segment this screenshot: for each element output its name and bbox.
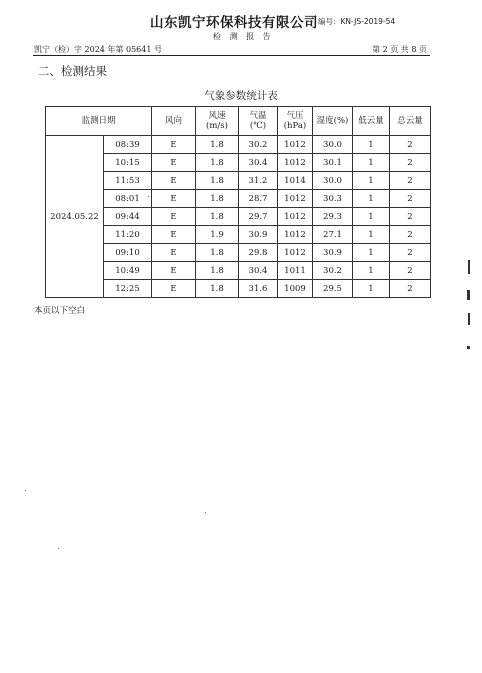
cell-humidity: 30.0 [313, 172, 353, 190]
header-wind-speed-label: 风速 (m/s) [206, 111, 228, 131]
cell-date: 2024.05.22 [46, 136, 104, 298]
cell-wind-speed: 1.9 [196, 226, 239, 244]
cell-temp: 30.9 [239, 226, 278, 244]
table-body [46, 136, 431, 298]
header-divider [33, 55, 430, 56]
cell-temp: 31.6 [239, 280, 278, 298]
margin-mark [467, 346, 470, 349]
table-row [46, 190, 431, 208]
cell-time: 10:15 [104, 154, 152, 172]
table-row [46, 226, 431, 244]
cell-temp: 29.7 [239, 208, 278, 226]
cell-temp: 30.4 [239, 154, 278, 172]
cell-total-cloud: 2 [390, 208, 431, 226]
cell-time: 08:01 [104, 190, 152, 208]
cell-pressure: 1012 [278, 136, 313, 154]
cell-temp: 30.2 [239, 136, 278, 154]
cell-wind-speed: 1.8 [196, 154, 239, 172]
document-code: 编号：KN-JS-2019-54 [318, 17, 396, 26]
report-number: 凯宁（检）字 2024 年第 05641 号 [34, 45, 162, 54]
cell-time: 09:10 [104, 244, 152, 262]
cell-humidity: 30.1 [313, 154, 353, 172]
cell-wind-dir: E [152, 136, 196, 154]
cell-wind-speed: 1.8 [196, 190, 239, 208]
header-humidity: 湿度(%) [313, 107, 353, 136]
scan-speck [148, 196, 149, 197]
cell-low-cloud: 1 [353, 208, 390, 226]
cell-total-cloud: 2 [390, 226, 431, 244]
cell-humidity: 30.2 [313, 262, 353, 280]
table-header-row [46, 107, 431, 136]
cell-low-cloud: 1 [353, 262, 390, 280]
cell-total-cloud: 2 [390, 262, 431, 280]
cell-wind-dir: E [152, 280, 196, 298]
table-row [46, 208, 431, 226]
margin-mark [468, 313, 470, 325]
cell-time: 08:39 [104, 136, 152, 154]
header-wind-direction: 风向 [152, 107, 196, 136]
report-title: 检 测 报 告 [213, 32, 274, 41]
cell-pressure: 1012 [278, 154, 313, 172]
table-row [46, 172, 431, 190]
table-row [46, 280, 431, 298]
cell-low-cloud: 1 [353, 136, 390, 154]
cell-time: 09:44 [104, 208, 152, 226]
table-row [46, 154, 431, 172]
cell-wind-speed: 1.8 [196, 244, 239, 262]
cell-total-cloud: 2 [390, 172, 431, 190]
header-total-cloud: 总云量 [390, 107, 431, 136]
page-indicator: 第 2 页 共 8 页 [372, 45, 427, 54]
cell-humidity: 27.1 [313, 226, 353, 244]
cell-wind-dir: E [152, 226, 196, 244]
cell-wind-dir: E [152, 190, 196, 208]
cell-pressure: 1014 [278, 172, 313, 190]
cell-wind-dir: E [152, 244, 196, 262]
cell-wind-speed: 1.8 [196, 262, 239, 280]
cell-temp: 31.2 [239, 172, 278, 190]
cell-low-cloud: 1 [353, 244, 390, 262]
header-temperature-label: 气温 (℃) [249, 111, 267, 131]
cell-time: 11:53 [104, 172, 152, 190]
weather-stats-table [45, 106, 431, 298]
table-row [46, 136, 431, 154]
cell-low-cloud: 1 [353, 226, 390, 244]
cell-pressure: 1012 [278, 226, 313, 244]
table-title: 气象参数统计表 [204, 90, 278, 102]
company-name: 山东凯宁环保科技有限公司 [150, 15, 318, 31]
cell-total-cloud: 2 [390, 154, 431, 172]
cell-wind-speed: 1.8 [196, 136, 239, 154]
section-heading: 二、检测结果 [38, 64, 107, 78]
cell-humidity: 29.5 [313, 280, 353, 298]
table-row [46, 244, 431, 262]
header-date: 监测日期 [46, 107, 152, 136]
cell-low-cloud: 1 [353, 154, 390, 172]
cell-low-cloud: 1 [353, 172, 390, 190]
margin-mark [468, 260, 470, 274]
cell-wind-dir: E [152, 262, 196, 280]
cell-wind-dir: E [152, 208, 196, 226]
cell-total-cloud: 2 [390, 244, 431, 262]
cell-wind-dir: E [152, 172, 196, 190]
cell-humidity: 29.3 [313, 208, 353, 226]
table-row [46, 262, 431, 280]
header-temperature [239, 107, 278, 136]
cell-wind-speed: 1.8 [196, 172, 239, 190]
cell-total-cloud: 2 [390, 190, 431, 208]
blank-below-note: 本页以下空白 [34, 306, 86, 316]
scan-speck [25, 490, 26, 491]
cell-pressure: 1012 [278, 208, 313, 226]
cell-wind-speed: 1.8 [196, 280, 239, 298]
cell-total-cloud: 2 [390, 136, 431, 154]
cell-humidity: 30.9 [313, 244, 353, 262]
cell-humidity: 30.0 [313, 136, 353, 154]
cell-pressure: 1009 [278, 280, 313, 298]
header-wind-speed [196, 107, 239, 136]
cell-time: 11:20 [104, 226, 152, 244]
header-pressure [278, 107, 313, 136]
cell-time: 12:25 [104, 280, 152, 298]
cell-wind-speed: 1.8 [196, 208, 239, 226]
cell-low-cloud: 1 [353, 280, 390, 298]
cell-time: 10:49 [104, 262, 152, 280]
scan-speck [58, 548, 59, 549]
cell-low-cloud: 1 [353, 190, 390, 208]
cell-pressure: 1012 [278, 190, 313, 208]
cell-total-cloud: 2 [390, 280, 431, 298]
cell-wind-dir: E [152, 154, 196, 172]
cell-temp: 29.8 [239, 244, 278, 262]
scan-speck [205, 512, 206, 513]
cell-pressure: 1012 [278, 244, 313, 262]
header-pressure-label: 气压 (hPa) [283, 111, 307, 131]
cell-temp: 30.4 [239, 262, 278, 280]
cell-humidity: 30.3 [313, 190, 353, 208]
cell-temp: 28.7 [239, 190, 278, 208]
cell-pressure: 1011 [278, 262, 313, 280]
margin-mark [467, 290, 470, 300]
header-low-cloud: 低云量 [353, 107, 390, 136]
